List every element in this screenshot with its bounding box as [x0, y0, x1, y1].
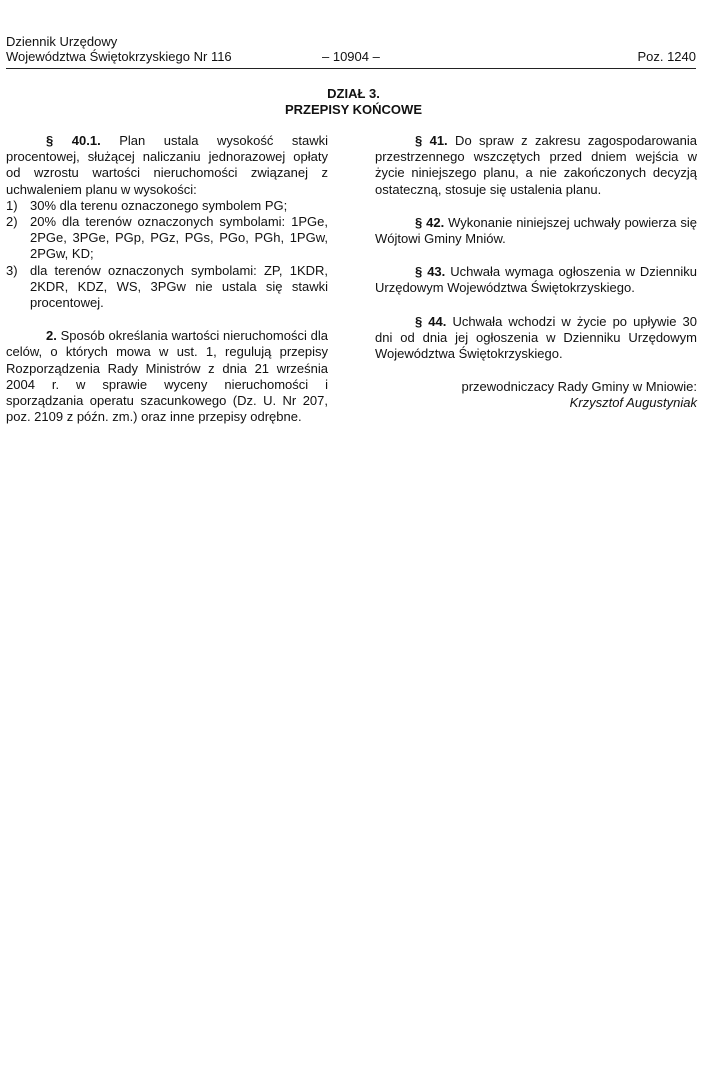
paragraph-text: Uchwała wymaga ogłoszenia w Dzienniku Urzędowym Województwa Świętokrzyskiego. — [375, 264, 698, 296]
paragraph-42 — [375, 215, 697, 247]
list-text: 20% dla terenów oznaczonych symbolami: 1PGe, 2PGe, 3PGe, PGp, PGz, PGs, PGo, PGh, 1PGw, 2PGw, KD; — [30, 214, 328, 262]
spacer — [6, 311, 328, 328]
list-text: dla terenów oznaczonych symbolami: ZP, 1KDR, 2KDR, KDZ, WS, 3PGw nie ustala się stawki procentowej. — [30, 262, 328, 311]
list-number: 3) — [6, 262, 18, 278]
section-subtitle: PRZEPISY KOŃCOWE — [284, 102, 422, 117]
journal-title-line1: Dziennik Urzędowy — [6, 34, 118, 49]
list-item — [6, 263, 328, 312]
paragraph-label: § 43. — [415, 264, 446, 280]
section-title: DZIAŁ 3. — [327, 86, 380, 101]
paragraph-text: Sposób określania wartości nieruchomości dla celów, o których mowa w ust. 1, regulują przepisy Rozporządzenia Rady Ministrów z dnia 21 września 2004 r. w sprawie wyceny nieruchomości i sporządzania operatu szacunkowego (Dz. U. Nr 207, poz. 2109 z późn. zm.) oraz inne przepisy odrębne. — [6, 328, 328, 425]
paragraph-text: Uchwała wchodzi w życie po upływie 30 dni od dnia jej ogłoszenia w Dzienniku Urzędowym Województwa Świętokrzyskiego. — [375, 313, 697, 362]
paragraph-text: Plan ustala wysokość stawki procentowej, służącej naliczaniu jednorazowej opłaty od wzrostu wartości nieruchomości związanej z uchwaleniem planu w wysokości: — [6, 133, 328, 197]
position-number: Poz. 1240 — [637, 49, 696, 64]
list-number: 2) — [6, 214, 18, 230]
list-number: 1) — [6, 197, 18, 213]
header-divider — [6, 68, 696, 69]
spacer — [375, 198, 697, 215]
paragraph-label: § 40.1. — [46, 133, 101, 148]
section-heading — [0, 86, 707, 118]
paragraph-label: § 44. — [415, 313, 447, 329]
paragraph-41 — [375, 133, 697, 198]
paragraph-44 — [375, 314, 697, 363]
rate-list — [6, 198, 328, 311]
journal-title-line2: Województwa Świętokrzyskiego Nr 116 — [6, 49, 232, 64]
paragraph-43 — [375, 264, 697, 296]
paragraph-label: § 42. — [415, 214, 445, 230]
left-column — [6, 133, 328, 425]
signatory-name: Krzysztof Augustyniak — [569, 395, 697, 411]
spacer — [375, 362, 697, 379]
list-item — [6, 214, 328, 263]
page-number: – 10904 – — [322, 49, 380, 64]
page-header — [6, 34, 696, 68]
right-column — [375, 133, 697, 412]
paragraph-text: Wykonanie niniejszej uchwały powierza się Wójtowi Gminy Mniów. — [375, 214, 697, 247]
list-text: 30% dla terenu oznaczonego symbolem PG; — [30, 197, 288, 213]
spacer — [375, 247, 697, 264]
spacer — [375, 297, 697, 314]
list-item — [6, 198, 328, 214]
paragraph-40-2 — [6, 328, 328, 425]
paragraph-label: 2. — [46, 328, 57, 344]
journal-title — [6, 34, 232, 64]
paragraph-40-1 — [6, 133, 328, 198]
paragraph-label: § 41. — [415, 133, 448, 148]
paragraph-text: Do spraw z zakresu zagospodarowania przestrzennego wszczętych przed dniem wejścia w życie niniejszego planu, a nie zakończonych decyzją ostateczną, stosuje się ustalenia planu. — [375, 133, 697, 197]
signatory-role: przewodniczacy Rady Gminy w Mniowie: — [461, 379, 697, 395]
